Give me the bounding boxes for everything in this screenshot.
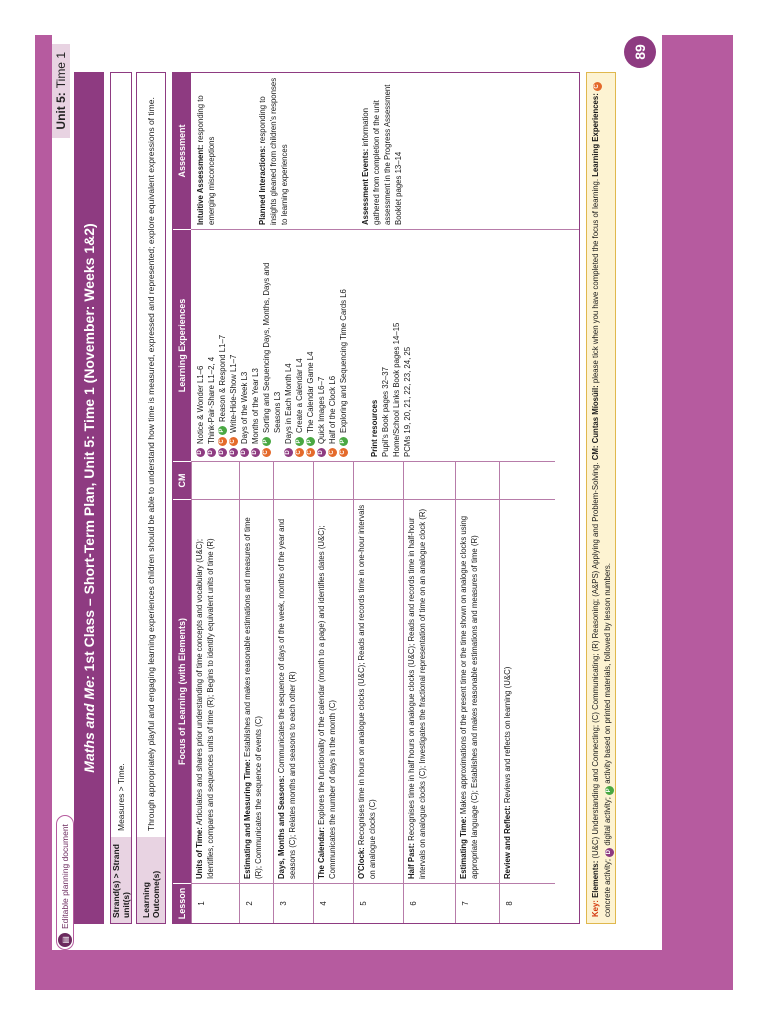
lesson-number: 1 bbox=[191, 883, 239, 923]
assessment-text: responding to insights gleaned from children's responses to learning experiences bbox=[258, 77, 289, 225]
learning-experience-item bbox=[294, 234, 305, 457]
learning-experience-item bbox=[217, 234, 228, 457]
concrete-icon: C bbox=[262, 448, 271, 457]
cm-checkbox[interactable] bbox=[239, 461, 273, 499]
learning-experiences-column bbox=[191, 229, 579, 461]
learning-experience-text: Think-Pair-Share L1–2, 4 bbox=[207, 356, 216, 444]
lesson-focus-title: Estimating Time: bbox=[459, 816, 468, 879]
learning-experience-item bbox=[283, 234, 294, 457]
header-cm: CM bbox=[173, 461, 191, 499]
lesson-focus-title: The Calendar: bbox=[317, 827, 326, 879]
cm-checkbox[interactable] bbox=[353, 461, 403, 499]
lesson-focus-title: Days, Months and Seasons: bbox=[277, 775, 286, 879]
digital-icon: D bbox=[229, 448, 238, 457]
learning-experience-text: Quick Images L6–7 bbox=[317, 376, 326, 444]
key-digital-text: digital activity; bbox=[603, 797, 612, 848]
lesson-focus-text: Communicates the sequence of days of the week, months of the year and seasons (C); Relates months and seasons to each other (R) bbox=[277, 518, 297, 879]
lesson-focus bbox=[353, 499, 403, 883]
learning-experience-text: Reason & Respond L1–7 bbox=[218, 334, 227, 422]
cm-checkbox[interactable] bbox=[273, 461, 313, 499]
lesson-focus bbox=[455, 499, 499, 883]
assessment-title: Intuitive Assessment: bbox=[196, 144, 205, 225]
concrete-icon: C bbox=[593, 82, 602, 91]
assessment-item bbox=[195, 77, 217, 225]
cm-checkbox[interactable] bbox=[455, 461, 499, 499]
header-focus: Focus of Learning (with Elements) bbox=[173, 499, 191, 883]
rotated-content bbox=[52, 32, 662, 950]
learning-experience-item bbox=[316, 234, 327, 457]
learning-experience-text: Write-Hide-Show L1–7 bbox=[229, 354, 238, 433]
learning-experience-text: Sorting and Sequencing Days, Months, Days and Seasons L3 bbox=[262, 262, 282, 433]
printed-icon: P bbox=[262, 437, 271, 446]
editable-document-tab[interactable] bbox=[56, 815, 74, 950]
document-icon: ▤ bbox=[58, 933, 72, 947]
digital-icon: D bbox=[317, 448, 326, 457]
learning-experience-text: Half of the Clock L6 bbox=[328, 375, 337, 444]
page-title bbox=[74, 72, 104, 924]
learning-experience-text: Exploring and Sequencing Time Cards L6 bbox=[339, 289, 348, 433]
strand-label: Strand(s) > Strand unit(s) bbox=[111, 837, 131, 923]
learning-experience-item bbox=[250, 234, 261, 457]
concrete-icon: C bbox=[295, 448, 304, 457]
lesson-number: 2 bbox=[239, 883, 273, 923]
learning-experience-item bbox=[327, 234, 338, 457]
concrete-icon: C bbox=[306, 448, 315, 457]
lesson-focus bbox=[239, 499, 273, 883]
learning-experience-item bbox=[305, 234, 316, 457]
digital-icon: D bbox=[196, 448, 205, 457]
key-le-label: Learning Experiences: bbox=[591, 93, 600, 179]
lesson-number: 3 bbox=[273, 883, 313, 923]
concrete-icon: C bbox=[218, 437, 227, 446]
printed-icon: P bbox=[339, 437, 348, 446]
learning-experience-item bbox=[195, 234, 206, 457]
cm-checkbox[interactable] bbox=[499, 461, 555, 499]
lesson-focus-text: Makes approximations of the present time or the time shown on analogue clocks using appropriate language (C); Establishes and makes reasonable estimations and measures of time (R) bbox=[459, 515, 479, 879]
lesson-focus-title: Half Past: bbox=[407, 843, 416, 879]
lesson-focus bbox=[191, 499, 239, 883]
unit-name: Time 1 bbox=[54, 52, 68, 89]
learning-experience-item bbox=[261, 234, 283, 457]
digital-icon: D bbox=[207, 448, 216, 457]
assessment-text: responding to emerging misconceptions bbox=[196, 95, 216, 225]
strand-value: Measures > Time. bbox=[115, 763, 126, 831]
assessment-item bbox=[257, 77, 290, 225]
header-assessment: Assessment bbox=[173, 73, 191, 229]
learning-experience-text: Days in Each Month L4 bbox=[284, 363, 293, 444]
digital-icon: D bbox=[284, 448, 293, 457]
lesson-focus-title: Review and Reflect: bbox=[503, 805, 512, 879]
concrete-icon: C bbox=[328, 448, 337, 457]
concrete-icon: C bbox=[229, 437, 238, 446]
lesson-focus bbox=[403, 499, 455, 883]
assessment-title: Assessment Events: bbox=[361, 148, 370, 225]
learning-experience-item bbox=[206, 234, 217, 457]
header-learning-experiences: Learning Experiences bbox=[173, 229, 191, 461]
cm-checkbox[interactable] bbox=[313, 461, 353, 499]
lesson-focus-text: Recognises time in half hours on analogue clocks (U&C); Reads and records time in half-hour intervals on analogue clocks (C); Investigates the fractional representation of time on an analogue clock (R) bbox=[407, 508, 427, 879]
printed-icon: P bbox=[295, 437, 304, 446]
printed-icon: P bbox=[605, 786, 614, 795]
strand-row bbox=[110, 72, 132, 924]
key-elements-label: Elements: bbox=[591, 860, 600, 898]
lesson-number: 4 bbox=[313, 883, 353, 923]
learning-experience-text: Months of the Year L3 bbox=[251, 368, 260, 444]
printed-icon: P bbox=[218, 426, 227, 435]
lesson-focus-text: Articulates and shares prior understanding of time concepts and vocabulary (U&C); Identifies, compares and sequences units of time (R); Begins to identify equivalent units of time (R) bbox=[195, 538, 215, 879]
brand-name: Maths and Me: bbox=[81, 675, 97, 773]
unit-number: Unit 5: bbox=[54, 92, 68, 130]
learning-experience-text: Notice & Wonder L1–6 bbox=[196, 365, 205, 444]
lesson-focus-text: Recognises time in hours on analogue clocks (U&C); Reads and records time in one-hour intervals on analogue clocks (C) bbox=[357, 504, 377, 879]
lesson-focus-title: Estimating and Measuring Time: bbox=[243, 759, 252, 879]
lesson-number: 6 bbox=[403, 883, 455, 923]
lesson-focus-text: Explores the functionality of the calendar (month to a page) and identifies dates (U&C); Communicates the number of days in the month (C) bbox=[317, 525, 337, 879]
digital-icon: D bbox=[605, 848, 614, 857]
lesson-number: 8 bbox=[499, 883, 555, 923]
key-cm-text: please tick when you have completed the focus of learning. bbox=[591, 178, 600, 386]
lesson-focus bbox=[313, 499, 353, 883]
learning-experience-item bbox=[338, 234, 349, 457]
assessment-title: Planned Interactions: bbox=[258, 145, 267, 225]
title-text: 1st Class – Short-Term Plan, Unit 5: Time 1 (November: Weeks 1&2) bbox=[81, 223, 97, 672]
key-elements-text: (U&C) Understanding and Connecting; (C) Communicating; (R) Reasoning; (A&PS) Applying and Problem-Solving. bbox=[591, 462, 600, 861]
lesson-focus bbox=[273, 499, 313, 883]
digital-icon: D bbox=[251, 448, 260, 457]
print-resource-item: Pupil's Book pages 32–37 bbox=[381, 367, 390, 457]
assessment-column bbox=[191, 73, 579, 229]
key-label: Key: bbox=[591, 900, 600, 917]
lesson-focus-title: Units of Time: bbox=[195, 827, 204, 879]
learning-outcome-row bbox=[136, 72, 166, 924]
key-concrete-text: concrete activity; bbox=[603, 858, 612, 917]
learning-experience-text: Create a Calendar L4 bbox=[295, 358, 304, 433]
concrete-icon: C bbox=[339, 448, 348, 457]
lesson-number: 7 bbox=[455, 883, 499, 923]
page-number: 89 bbox=[624, 36, 656, 68]
learning-experience-item bbox=[228, 234, 239, 457]
key-cm-label: CM: Cuntas Míosúil: bbox=[591, 385, 600, 463]
cm-checkbox[interactable] bbox=[403, 461, 455, 499]
key-box bbox=[586, 72, 616, 924]
lesson-focus-text: Reviews and reflects on learning (U&C) bbox=[503, 666, 512, 806]
lesson-focus-text: Establishes and makes reasonable estimations and measures of time (R); Communicates the sequence of events (C) bbox=[243, 517, 263, 879]
learning-experience-text: The Calendar Game L4 bbox=[306, 351, 315, 433]
plan-table bbox=[172, 72, 580, 924]
digital-icon: D bbox=[218, 448, 227, 457]
lesson-focus-title: O'Clock: bbox=[357, 847, 366, 879]
assessment-item bbox=[360, 77, 404, 225]
key-printed-text: activity based on printed materials, followed by lesson numbers. bbox=[603, 563, 612, 786]
editable-label: Editable planning document bbox=[60, 824, 70, 929]
digital-icon: D bbox=[240, 448, 249, 457]
print-resource-item: PCMs 19, 20, 21, 22, 23, 24, 25 bbox=[403, 346, 412, 457]
learning-outcome-value: Through appropriately playful and engaging learning experiences children should be able to understand how time is measured, expressed and represented; explore equivalent expressions of time. bbox=[145, 97, 156, 831]
learning-experience-text: Days of the Week L3 bbox=[240, 371, 249, 444]
learning-outcome-label: Learning Outcome(s) bbox=[137, 837, 165, 923]
lesson-focus bbox=[499, 499, 555, 883]
printed-icon: P bbox=[306, 437, 315, 446]
print-resource-item: Home/School Links Book pages 14–15 bbox=[392, 322, 401, 457]
print-resources-heading: Print resources bbox=[370, 399, 379, 457]
lesson-number: 5 bbox=[353, 883, 403, 923]
learning-experience-item bbox=[239, 234, 250, 457]
header-lesson: Lesson bbox=[173, 883, 191, 923]
cm-checkbox[interactable] bbox=[191, 461, 239, 499]
assessment-text: information gathered from completion of the unit assessment in the Progress Assessment Booklet pages 13–14 bbox=[361, 84, 403, 225]
unit-tab bbox=[52, 44, 70, 138]
